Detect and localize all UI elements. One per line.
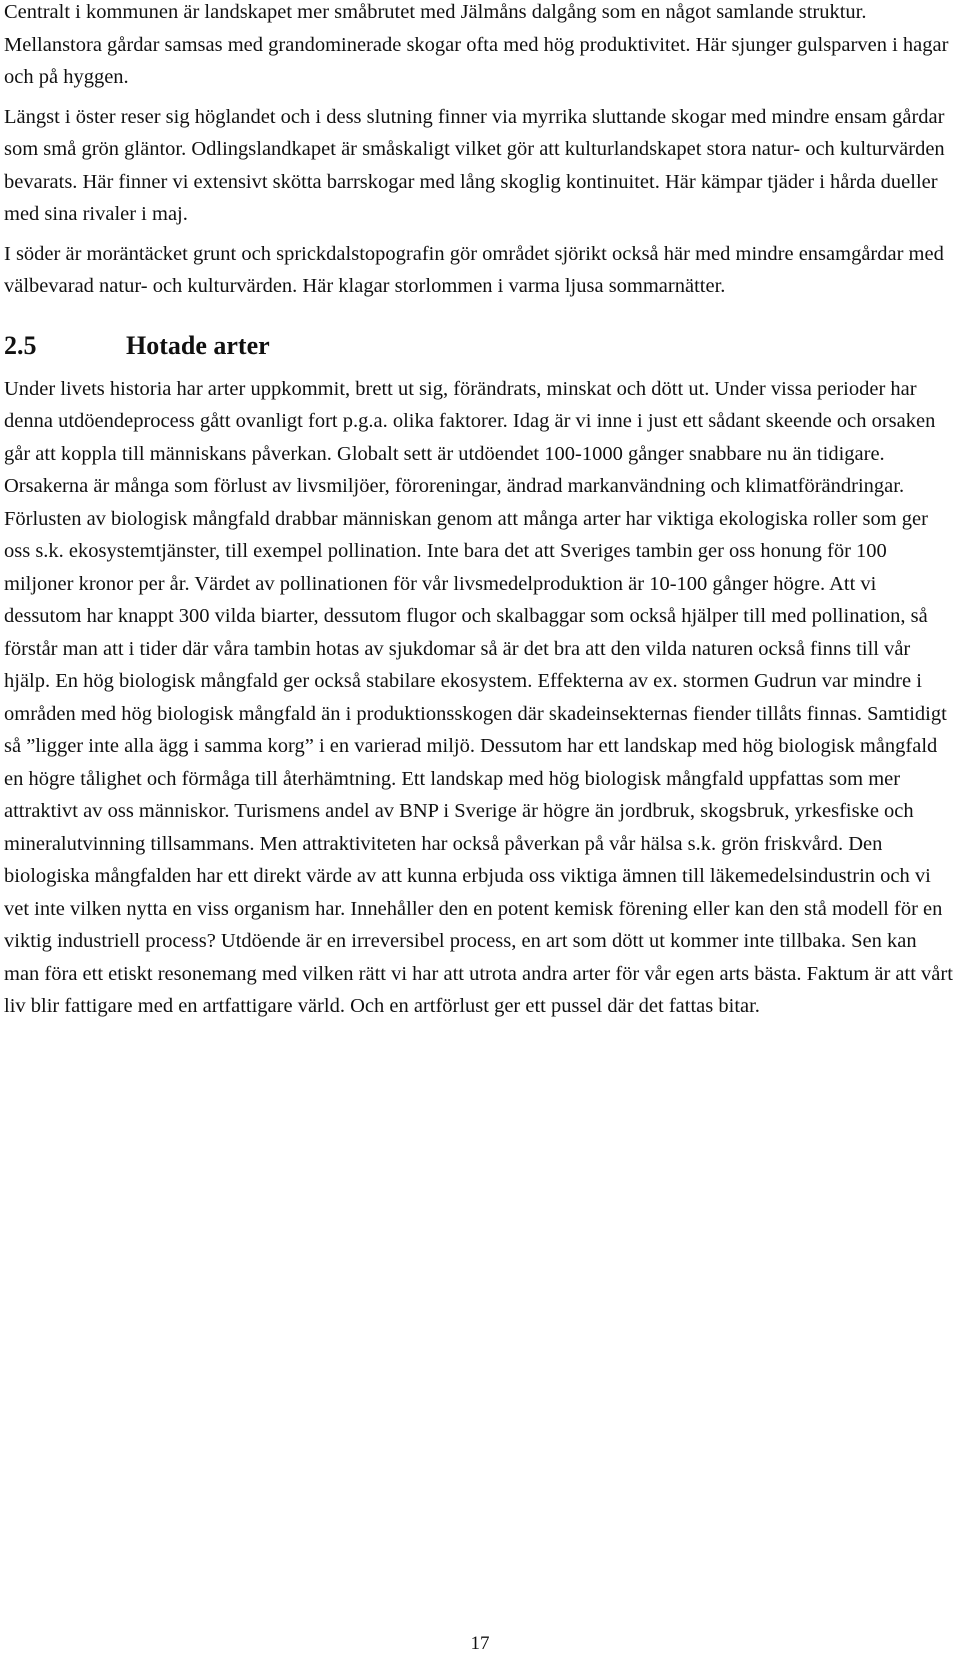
document-page [4, 0, 956, 1023]
page-number: 17 [470, 1633, 490, 1654]
section-title: Hotade arter [126, 330, 270, 360]
paragraph-eastern-highland: Längst i öster reser sig höglandet och i dess slutning finner via myrrika sluttande skogar med mindre ensam gårdar som små grön gläntor. Odlingslandkapet är småskaligt vilket gör att kulturlandskapet stora natur- och kulturvärden bevarats. Här finner vi extensivt skötta barrskogar med lång skoglig kontinuitet. Här kämpar tjäder i hårda dueller med sina rivaler i maj. [4, 105, 945, 225]
section-number: 2.5 [4, 330, 37, 360]
section-body-paragraph: Under livets historia har arter uppkommit, brett ut sig, förändrats, minskat och dött ut. Under vissa perioder har denna utdöendeprocess gått ovanligt fort p.g.a. olika faktorer. Idag är vi inne i just ett sådant skeende och orsaken går att koppla till människans påverkan. Globalt sett är utdöendet 100-1000 gånger snabbare nu än tidigare. Orsakerna är många som förlust av livsmiljöer, föroreningar, ändrad markanvändning och klimatförändringar. Förlusten av biologisk mångfald drabbar människan genom att många arter har viktiga ekologiska roller som ger oss s.k. ekosystemtjänster, till exempel pollination. Inte bara det att Sveriges tambin ger oss honung för 100 miljoner kronor per år. Värdet av pollinationen för vår livsmedelproduktion är 10-100 gånger högre. Att vi dessutom har knappt 300 vilda biarter, dessutom flugor och skalbaggar som också hjälper till med pollination, så förstår man att i tider där våra tambin hotas av sjukdomar så är det bra att den vilda naturen också finns till vår hjälp. En hög biologisk mångfald ger också stabilare ekosystem. Effekterna av ex. stormen Gudrun var mindre i områden med hög biologisk mångfald än i produktionsskogen där skadeinsekternas fiender tillåts finnas. Samtidigt så ”ligger inte alla ägg i samma korg” i en varierad miljö. Dessutom har ett landskap med hög biologisk mångfald en högre tålighet och förmåga till återhämtning. Ett landskap med hög biologisk mångfald uppfattas som mer attraktivt av oss människor. Turismens andel av BNP i Sverige är högre än jordbruk, skogsbruk, yrkesfiske och mineralutvinning tillsammans. Men attraktiviteten har också påverkan på vår hälsa s.k. grön friskvård. Den biologiska mångfalden har ett direkt värde av att kunna erbjuda oss viktiga ämnen till läkemedelsindustrin och vi vet inte vilken nytta en viss organism har. Innehåller den en potent kemisk förening eller kan den stå modell för en viktig industriell process? Utdöende är en irreversibel process, en art som dött ut kommer inte tillbaka. Sen kan man föra ett etiskt resonemang med vilken rätt vi har att utrota andra arter för vår egen arts bästa. Faktum är att vårt liv blir fattigare med en artfattigare värld. Och en artförlust ger ett pussel där det fattas bitar. [4, 377, 953, 1017]
section-heading [4, 329, 956, 363]
paragraph-southern-area: I söder är moräntäcket grunt och sprickdalstopografin gör området sjörikt också här med mindre ensamgårdar med välbevarad natur- och kulturvärden. Här klagar storlommen i varma ljusa sommarnätter. [4, 242, 944, 297]
paragraph-central-landscape: Centralt i kommunen är landskapet mer småbrutet med Jälmåns dalgång som en något samlande struktur. Mellanstora gårdar samsas med grandominerade skogar ofta med hög produktivitet. Här sjunger gulsparven i hagar och på hyggen. [4, 1, 949, 88]
